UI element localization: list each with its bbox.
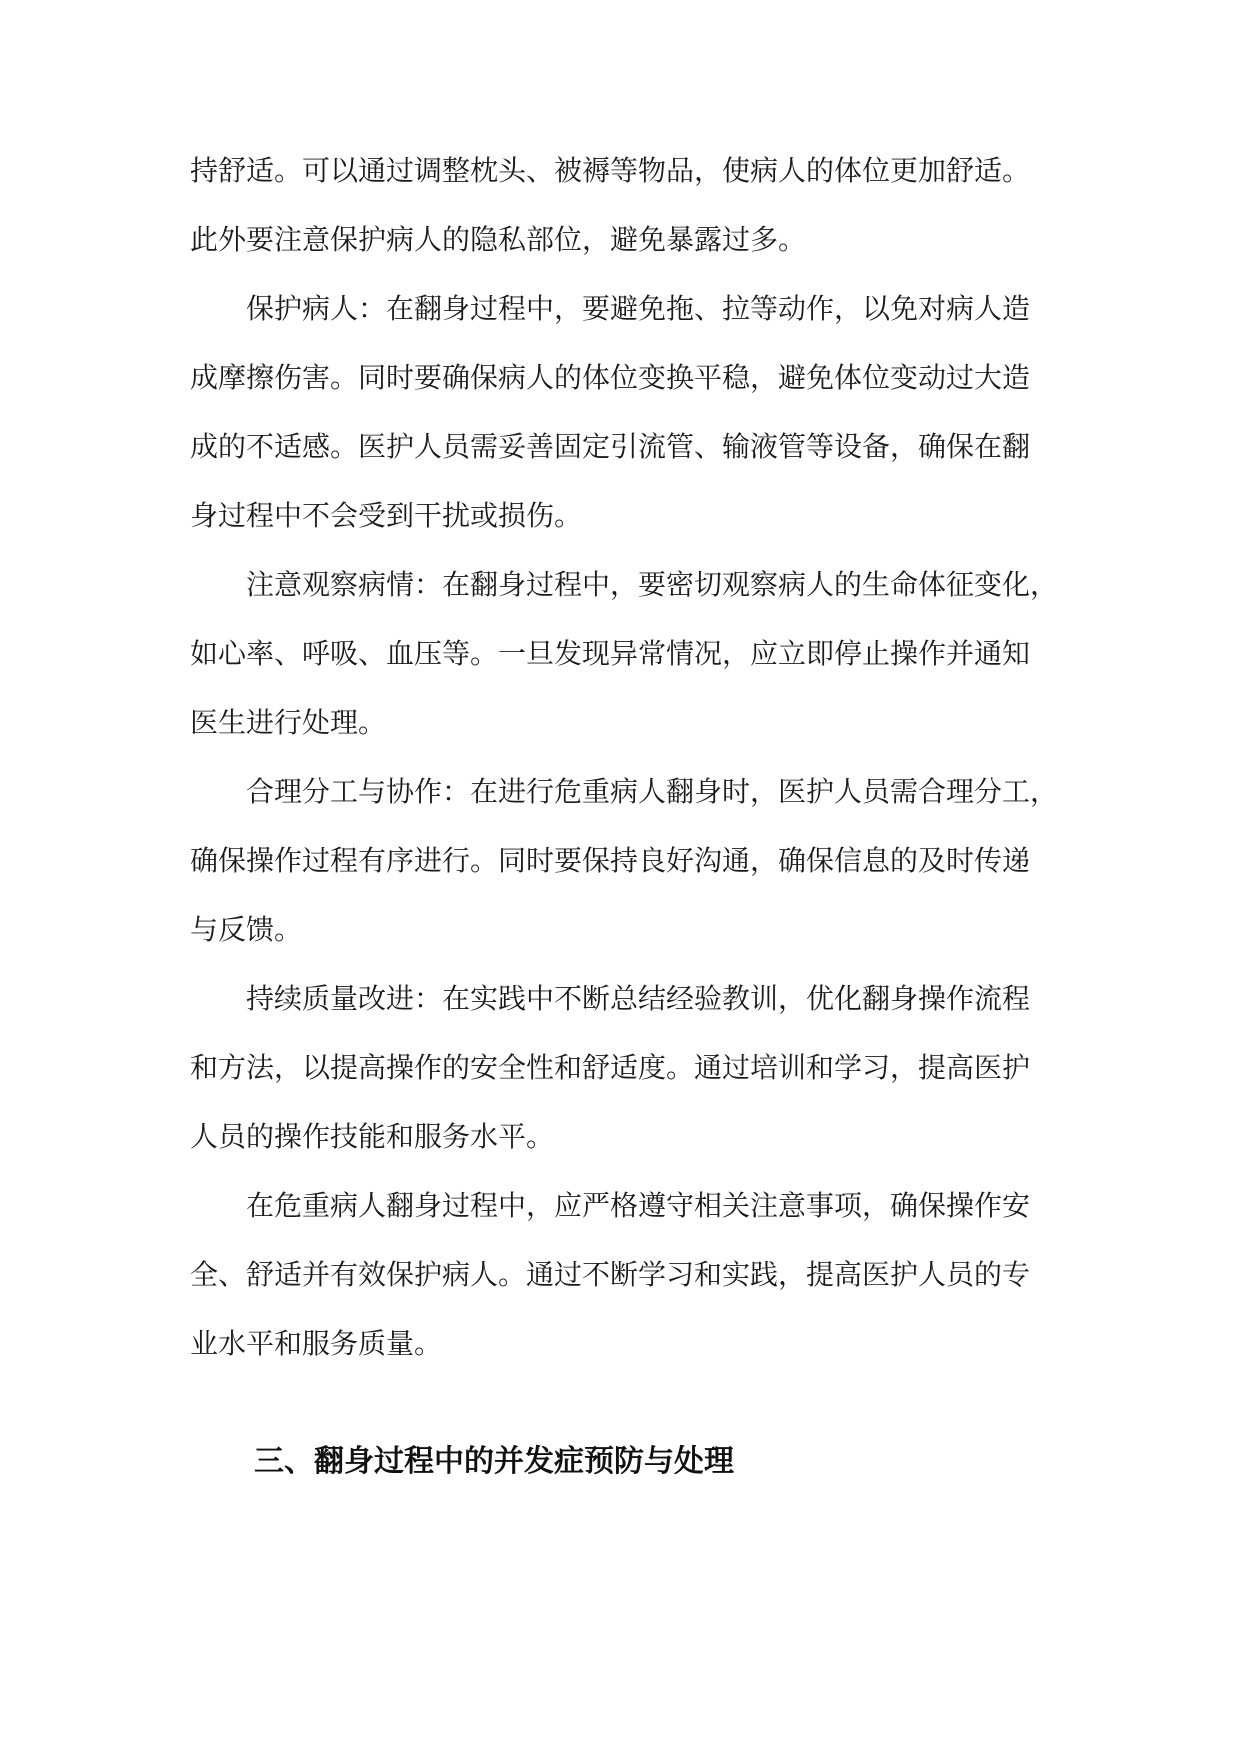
- paragraph-quality-improvement: [190, 964, 1062, 1171]
- text-line: 持舒适。可以通过调整枕头、被褥等物品，使病人的体位更加舒适。: [190, 154, 1031, 187]
- text-line: 持续质量改进：在实践中不断总结经验教训，优化翻身操作流程: [246, 982, 1031, 1015]
- text-line: 人员的操作技能和服务水平。: [190, 1120, 555, 1153]
- text-line: 业水平和服务质量。: [190, 1327, 443, 1360]
- text-line: 注意观察病情：在翻身过程中，要密切观察病人的生命体征变化，: [246, 568, 1059, 601]
- text-line: 成摩擦伤害。同时要确保病人的体位变换平稳，避免体位变动过大造: [190, 361, 1031, 394]
- text-line: 在危重病人翻身过程中，应严格遵守相关注意事项，确保操作安: [246, 1189, 1031, 1222]
- text-line: 成的不适感。医护人员需妥善固定引流管、输液管等设备，确保在翻: [190, 430, 1031, 463]
- text-line: 医生进行处理。: [190, 706, 387, 739]
- text-line: 身过程中不会受到干扰或损伤。: [190, 499, 583, 532]
- text-line: 此外要注意保护病人的隐私部位，避免暴露过多。: [190, 223, 807, 256]
- text-line: 合理分工与协作：在进行危重病人翻身时，医护人员需合理分工，: [246, 775, 1059, 808]
- text-line: 确保操作过程有序进行。同时要保持良好沟通，确保信息的及时传递: [190, 844, 1031, 877]
- paragraph-protect-patient: [190, 274, 1062, 550]
- body-text: [190, 136, 1062, 1378]
- text-line: 保护病人：在翻身过程中，要避免拖、拉等动作，以免对病人造: [246, 292, 1031, 325]
- text-line: 和方法，以提高操作的安全性和舒适度。通过培训和学习，提高医护: [190, 1051, 1031, 1084]
- paragraph-teamwork: [190, 757, 1062, 964]
- section-heading: 三、翻身过程中的并发症预防与处理: [254, 1444, 734, 1479]
- text-line: 与反馈。: [190, 913, 303, 946]
- text-line: 全、舒适并有效保护病人。通过不断学习和实践，提高医护人员的专: [190, 1258, 1031, 1291]
- paragraph-summary: [190, 1171, 1062, 1378]
- paragraph-observe-condition: [190, 550, 1062, 757]
- paragraph-continuation: [190, 136, 1062, 274]
- text-line: 如心率、呼吸、血压等。一旦发现异常情况，应立即停止操作并通知: [190, 637, 1031, 670]
